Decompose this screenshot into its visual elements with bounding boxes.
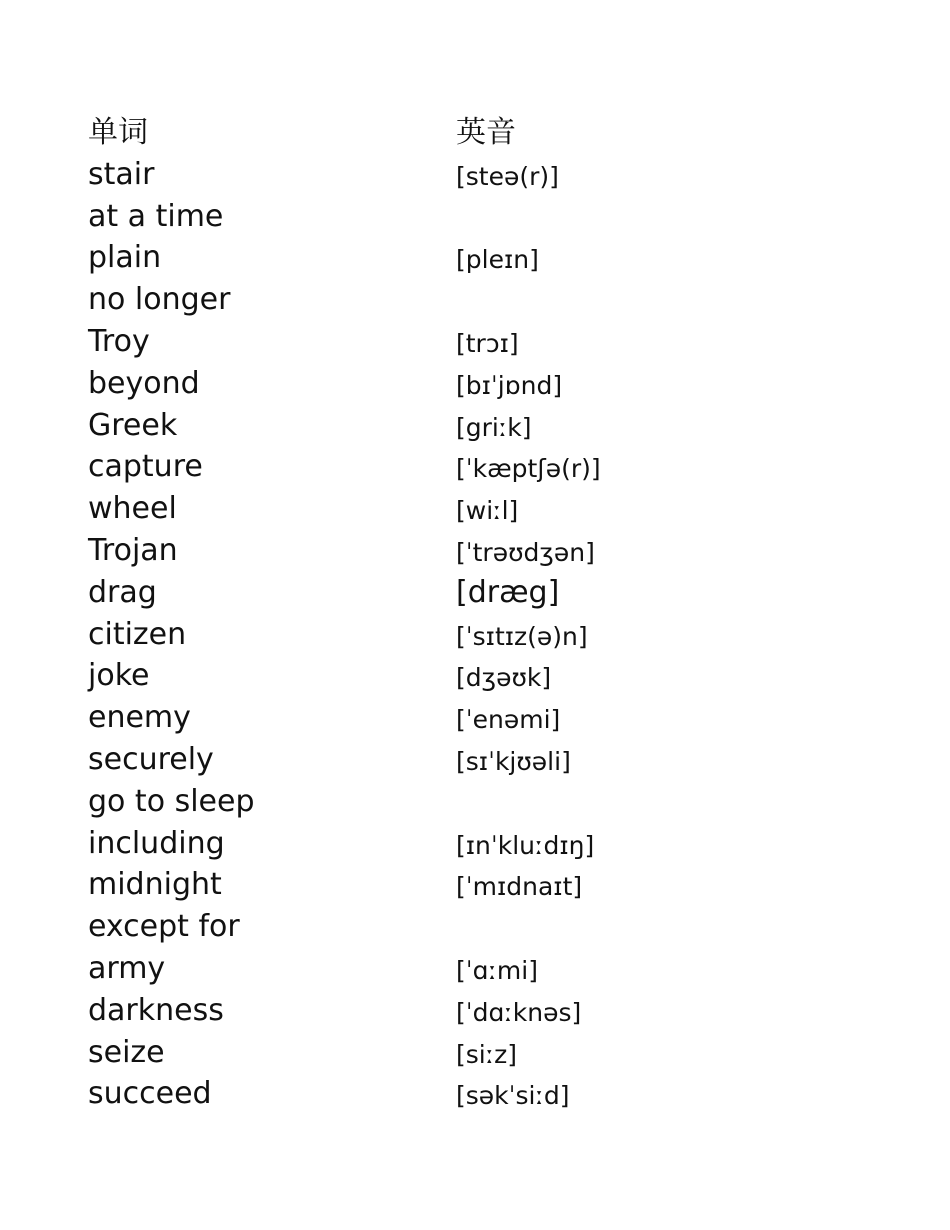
table-row — [88, 948, 868, 990]
table-row — [88, 656, 868, 698]
word-cell: darkness — [88, 992, 224, 1028]
phonetic-cell: [ˈmɪdnaɪt] — [456, 872, 583, 902]
word-cell: securely — [88, 742, 214, 778]
table-row — [88, 238, 868, 280]
table-row — [88, 781, 868, 823]
table-row — [88, 906, 868, 948]
phonetic-cell: [wiːl] — [456, 496, 519, 526]
table-row — [88, 572, 868, 614]
word-cell: at a time — [88, 198, 224, 234]
word-cell: stair — [88, 156, 155, 192]
phonetic-cell: [ˈenəmi] — [456, 705, 561, 735]
word-cell: except for — [88, 909, 240, 945]
table-row — [88, 990, 868, 1032]
table-row — [88, 488, 868, 530]
table-row — [88, 447, 868, 489]
word-cell: no longer — [88, 282, 231, 318]
word-cell: midnight — [88, 867, 222, 903]
table-row — [88, 614, 868, 656]
table-row — [88, 279, 868, 321]
word-cell: Greek — [88, 407, 178, 443]
table-row — [88, 739, 868, 781]
table-row — [88, 697, 868, 739]
word-column-header: 单词 — [88, 115, 148, 150]
table-row — [88, 865, 868, 907]
word-cell: citizen — [88, 616, 187, 652]
word-cell: capture — [88, 449, 203, 485]
word-cell: including — [88, 825, 225, 861]
table-header — [88, 112, 868, 154]
phonetic-cell: [siːz] — [456, 1039, 518, 1069]
phonetic-cell: [griːk] — [456, 412, 532, 442]
word-cell: go to sleep — [88, 783, 255, 819]
table-row — [88, 823, 868, 865]
table-row — [88, 1074, 868, 1116]
phonetic-column-header: 英音 — [456, 115, 516, 150]
phonetic-cell: [ˈtrəʊdʒən] — [456, 538, 595, 568]
table-row — [88, 321, 868, 363]
word-cell: succeed — [88, 1076, 212, 1112]
vocabulary-table — [88, 112, 868, 1115]
phonetic-cell: [ˈsɪtɪz(ə)n] — [456, 621, 588, 651]
word-cell: army — [88, 951, 166, 987]
phonetic-cell: [bɪˈjɒnd] — [456, 370, 563, 400]
phonetic-cell: [ˈkæptʃə(r)] — [456, 454, 601, 484]
phonetic-cell: [trɔɪ] — [456, 329, 519, 359]
table-row — [88, 1032, 868, 1074]
phonetic-cell: [steə(r)] — [456, 161, 559, 191]
phonetic-cell: [ɪnˈkluːdɪŋ] — [456, 830, 595, 860]
phonetic-cell: [ˈdɑːknəs] — [456, 997, 582, 1027]
table-row — [88, 530, 868, 572]
word-cell: beyond — [88, 365, 200, 401]
word-cell: plain — [88, 240, 162, 276]
table-row — [88, 363, 868, 405]
word-cell: Trojan — [88, 533, 178, 569]
word-cell: seize — [88, 1034, 165, 1070]
word-cell: drag — [88, 574, 157, 610]
word-cell: joke — [88, 658, 150, 694]
phonetic-cell: [dræg] — [456, 574, 560, 610]
table-row — [88, 154, 868, 196]
word-cell: Troy — [88, 324, 150, 360]
word-cell: wheel — [88, 491, 177, 527]
phonetic-cell: [ˈɑːmi] — [456, 956, 538, 986]
phonetic-cell: [səkˈsiːd] — [456, 1081, 570, 1111]
phonetic-cell: [sɪˈkjʊəli] — [456, 747, 571, 777]
phonetic-cell: [pleɪn] — [456, 245, 539, 275]
table-row — [88, 405, 868, 447]
table-row — [88, 196, 868, 238]
phonetic-cell: [dʒəʊk] — [456, 663, 552, 693]
word-cell: enemy — [88, 700, 191, 736]
